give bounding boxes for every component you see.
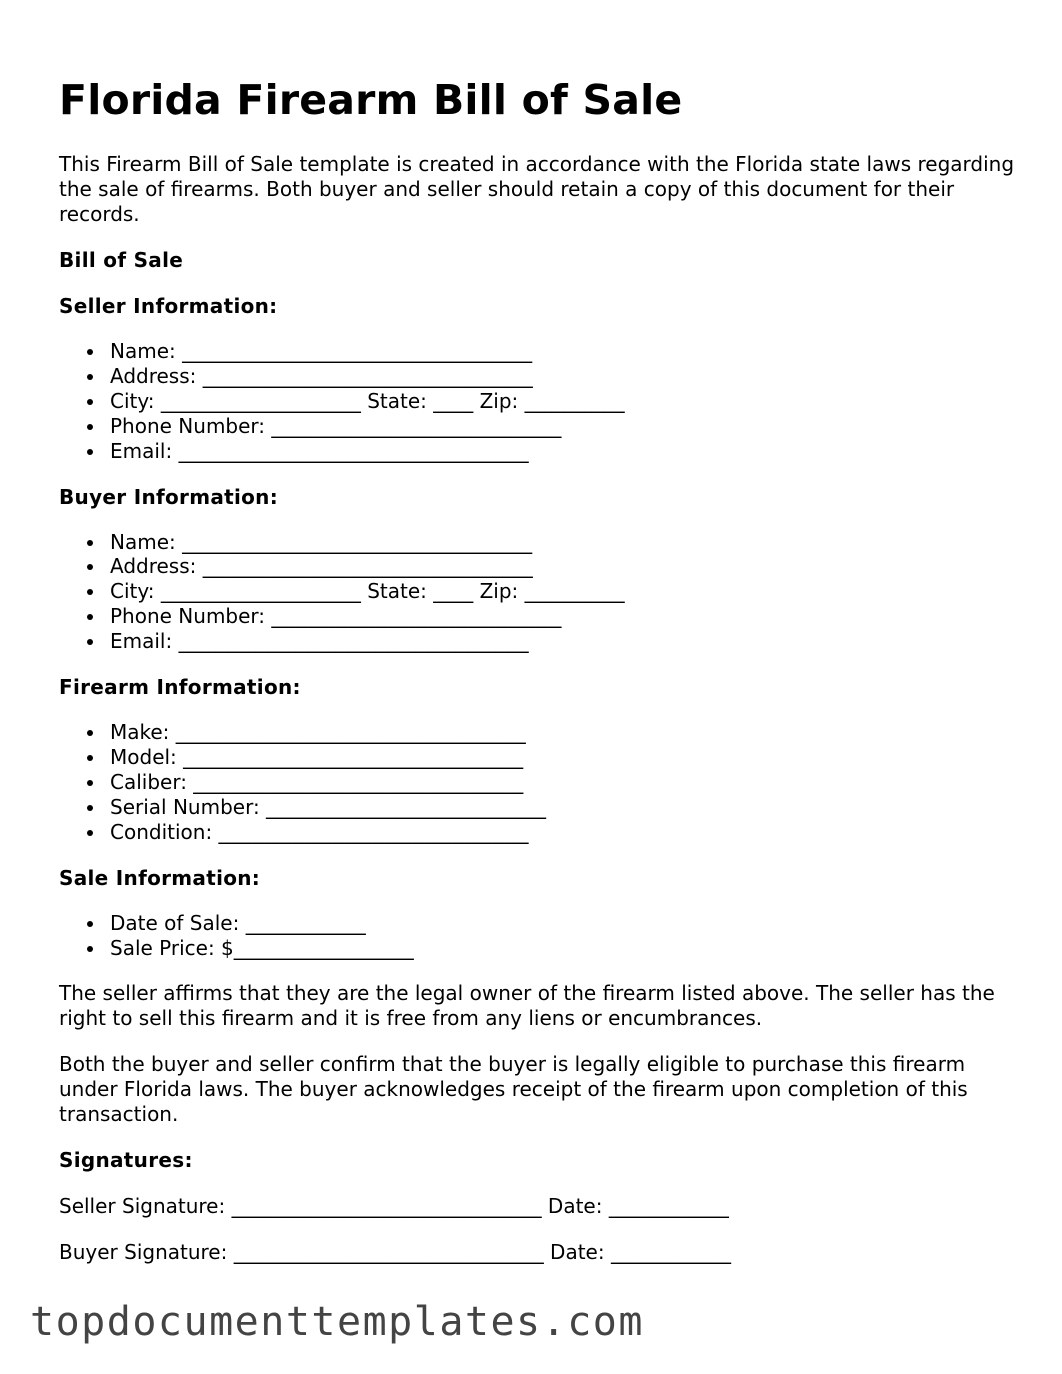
seller-information-heading: Seller Information: (59, 294, 278, 318)
seller-address-field[interactable]: Address: _________________________________ (110, 364, 1019, 389)
firearm-serial-number-field[interactable]: Serial Number: ____________________________ (110, 795, 1019, 820)
sale-information-heading: Sale Information: (59, 865, 261, 890)
seller-email-field[interactable]: Email: ___________________________________ (110, 439, 1019, 464)
watermark: topdocumenttemplates.com (30, 1299, 644, 1345)
seller-name-field[interactable]: Name: ___________________________________ (110, 339, 1019, 364)
buyer-city-state-zip-field[interactable]: City: ____________________ State: ____ Zip: __________ (110, 579, 1019, 604)
firearm-model-field[interactable]: Model: __________________________________ (110, 745, 1019, 770)
seller-signature-line[interactable]: Seller Signature: _______________________________ Date: ____________ (59, 1194, 729, 1219)
buyer-information-heading: Buyer Information: (59, 484, 279, 509)
sale-information-list (59, 911, 1019, 961)
firearm-condition-field[interactable]: Condition: _______________________________ (110, 820, 1019, 845)
bill-of-sale-heading: Bill of Sale (59, 248, 184, 272)
buyer-eligibility-paragraph: Both the buyer and seller confirm that the buyer is legally eligible to purchase this firearm under Florida laws. The buyer acknowledges receipt of the firearm upon completion of this transaction. (59, 1052, 968, 1127)
document-page (59, 72, 1019, 1265)
buyer-address-field[interactable]: Address: _________________________________ (110, 554, 1019, 579)
signatures-heading: Signatures: (59, 1148, 193, 1173)
firearm-information-list (59, 720, 1019, 845)
sale-price-field[interactable]: Sale Price: $__________________ (110, 936, 1019, 961)
date-of-sale-field[interactable]: Date of Sale: ____________ (110, 911, 1019, 936)
firearm-make-field[interactable]: Make: ___________________________________ (110, 720, 1019, 745)
firearm-caliber-field[interactable]: Caliber: _________________________________ (110, 770, 1019, 795)
seller-affirmation-paragraph: The seller affirms that they are the legal owner of the firearm listed above. The seller has the right to sell this firearm and it is free from any liens or encumbrances. (59, 981, 995, 1031)
buyer-information-list (59, 530, 1019, 655)
buyer-name-field[interactable]: Name: ___________________________________ (110, 530, 1019, 555)
intro-paragraph: This Firearm Bill of Sale template is created in accordance with the Florida state laws regarding the sale of firearms. Both buyer and seller should retain a copy of this document for their records. (59, 152, 1015, 226)
document-title: Florida Firearm Bill of Sale (59, 76, 683, 124)
seller-phone-field[interactable]: Phone Number: _____________________________ (110, 414, 1019, 439)
seller-information-list (59, 339, 1019, 464)
seller-city-state-zip-field[interactable]: City: ____________________ State: ____ Zip: __________ (110, 389, 1019, 414)
buyer-email-field[interactable]: Email: ___________________________________ (110, 629, 1019, 654)
buyer-phone-field[interactable]: Phone Number: _____________________________ (110, 604, 1019, 629)
buyer-signature-line[interactable]: Buyer Signature: _______________________________ Date: ____________ (59, 1240, 731, 1265)
firearm-information-heading: Firearm Information: (59, 675, 301, 700)
